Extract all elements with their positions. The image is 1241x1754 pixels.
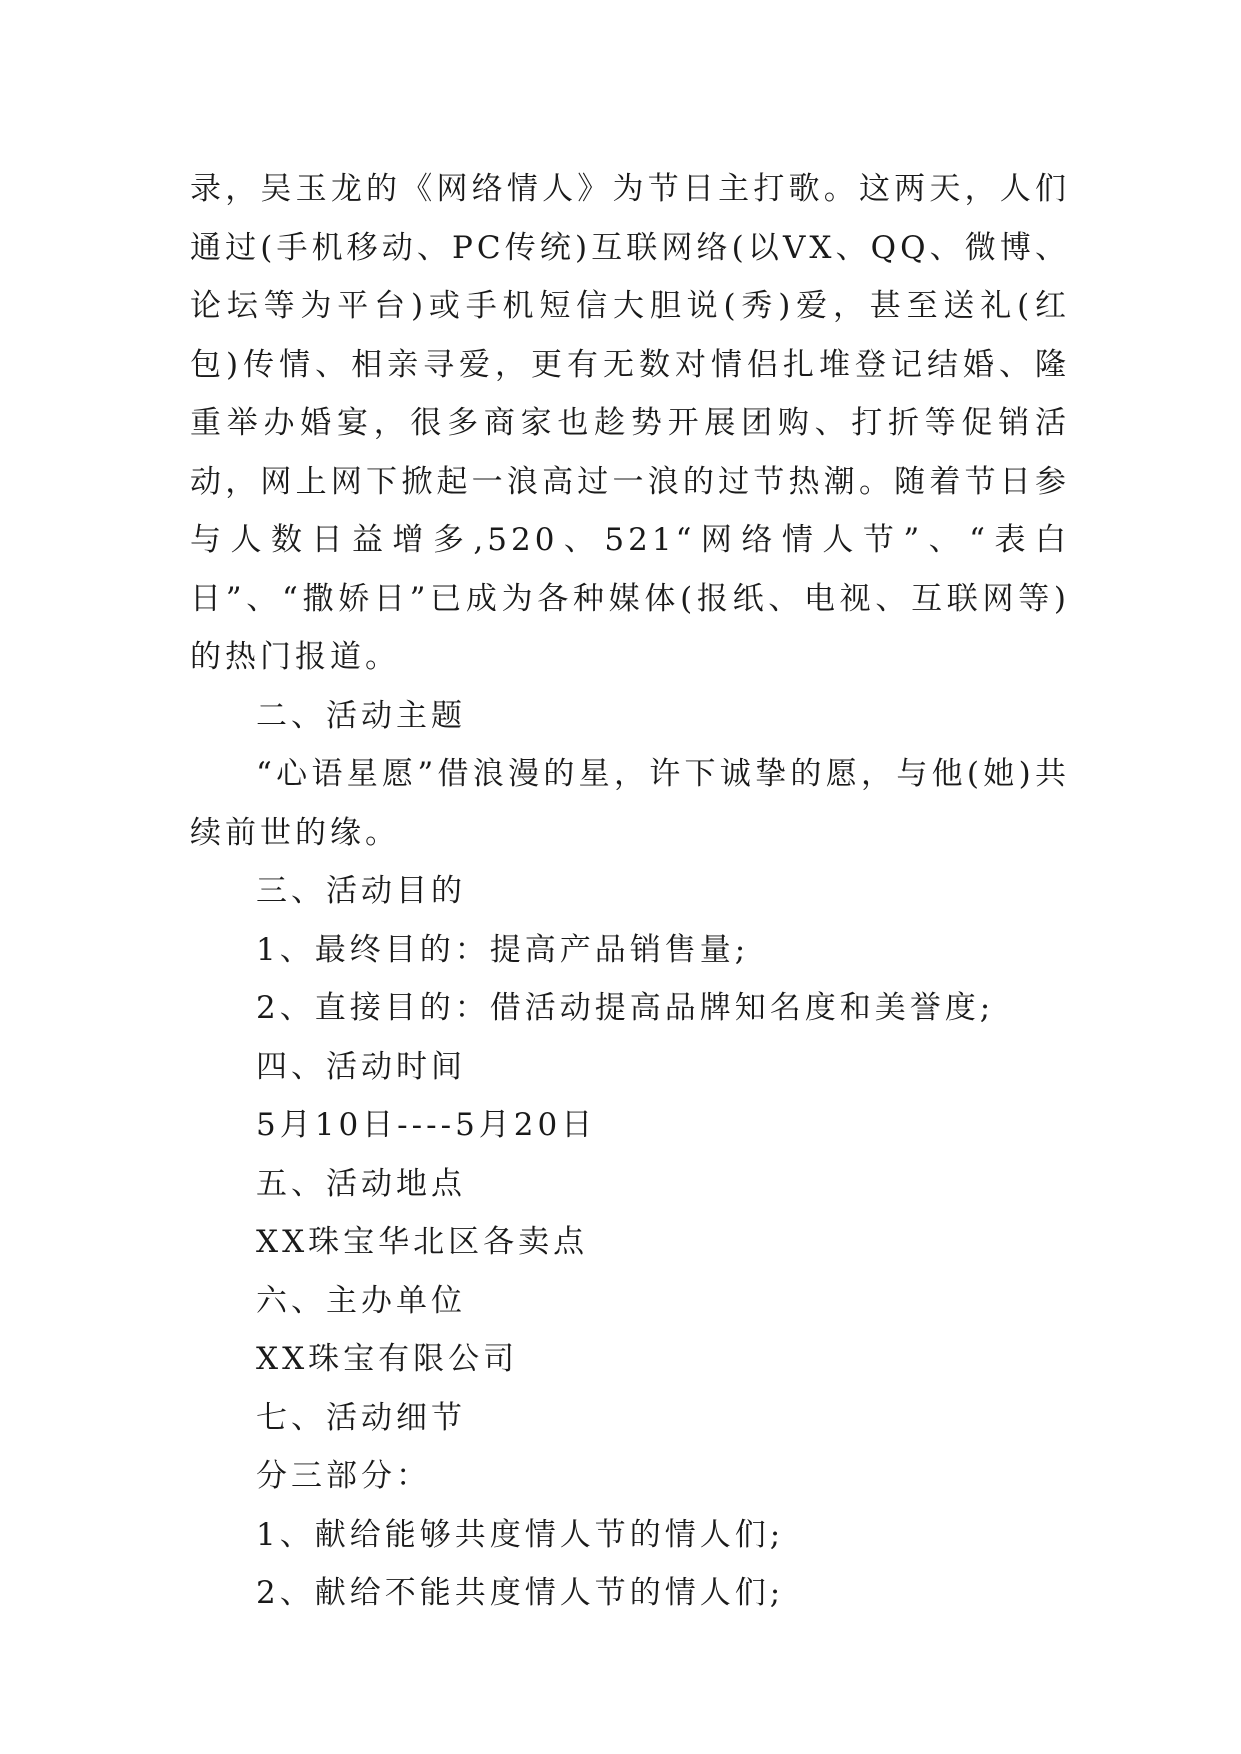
list-item-detail-2: 2、献给不能共度情人节的情人们; (256, 1575, 785, 1611)
heading-activity-purpose: 三、活动目的 (256, 873, 466, 909)
list-item-purpose-2: 2、直接目的：借活动提高品牌知名度和美誉度; (256, 990, 995, 1026)
paragraph-time-range: 5月10日----5月20日 (256, 1107, 597, 1143)
heading-organizer: 六、主办单位 (256, 1282, 466, 1319)
paragraph-three-parts: 分三部分： (256, 1458, 431, 1494)
heading-activity-location: 五、活动地点 (256, 1165, 466, 1202)
paragraph-continued-text: 录，吴玉龙的《网络情人》为节日主打歌。这两天，人们通过(手机移动、PC传统)互联网络(以VX、QQ、微博、论坛等为平台)或手机短信大胆说(秀)爱，甚至送礼(红包)传情、相亲寻爱，更有无数对情侣扎堆登记结婚、隆重举办婚宴，很多商家也趁势开展团购、打折等促销活动，网上网下掀起一浪高过一浪的过节热潮。随着节日参与人数日益增多,520、521“网络情人节”、“表白日”、“撒娇日”已成为各种媒体(报纸、电视、互联网等)的热门报道。 (190, 171, 1070, 675)
heading-activity-details: 七、活动细节 (256, 1399, 466, 1436)
document-body (190, 160, 1070, 1623)
paragraph-theme-text: “心语星愿”借浪漫的星，许下诚挚的愿，与他(她)共续前世的缘。 (190, 756, 1070, 851)
paragraph-location: XX珠宝华北区各卖点 (256, 1224, 589, 1260)
heading-activity-time: 四、活动时间 (256, 1048, 466, 1085)
heading-activity-theme: 二、活动主题 (256, 697, 466, 734)
paragraph-organizer: XX珠宝有限公司 (256, 1341, 519, 1377)
list-item-detail-1: 1、献给能够共度情人节的情人们; (256, 1516, 785, 1553)
list-item-purpose-1: 1、最终目的：提高产品销售量; (256, 931, 750, 968)
